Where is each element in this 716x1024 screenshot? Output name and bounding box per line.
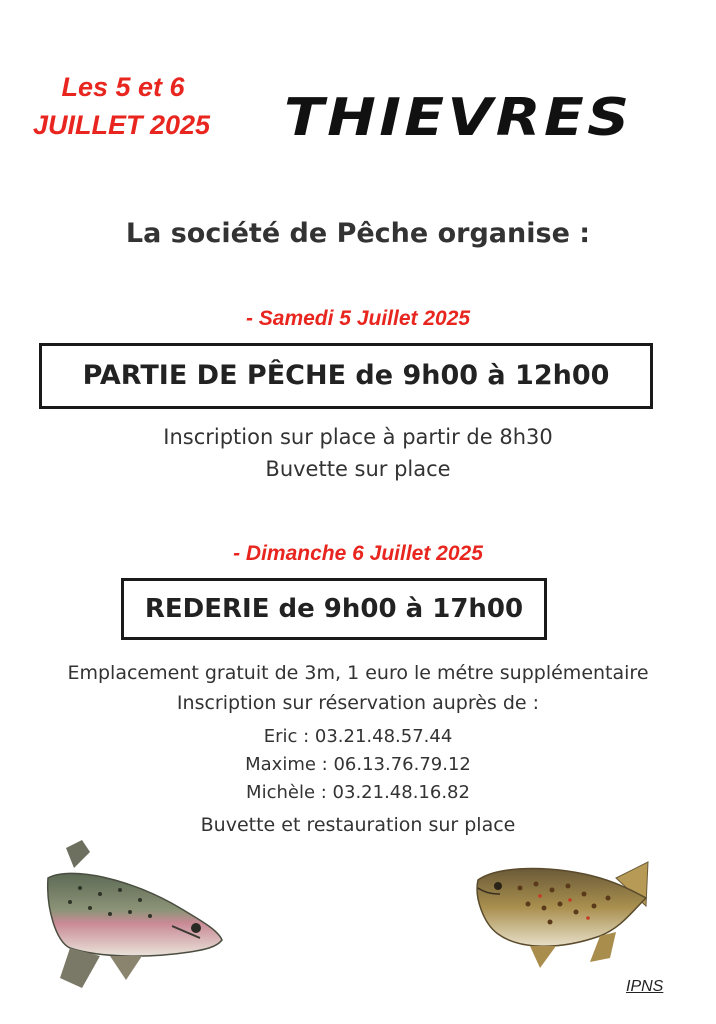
fishing-event-box: PARTIE DE PÊCHE de 9h00 à 12h00 <box>39 343 653 409</box>
date-line-1: Les 5 et 6 <box>61 72 185 102</box>
contact-eric: Eric : 03.21.48.57.44 <box>263 726 453 747</box>
town-title: THIEVRES <box>284 88 633 148</box>
date-line-2: JUILLET 2025 <box>32 110 211 140</box>
sunday-pricing-text: Emplacement gratuit de 3m, 1 euro le métre supplémentaire <box>67 662 649 684</box>
saturday-bar-text: Buvette sur place <box>265 457 451 481</box>
brown-trout-icon <box>470 858 660 978</box>
sunday-heading: - Dimanche 6 Juillet 2025 <box>233 542 483 565</box>
contact-michele: Michèle : 03.21.48.16.82 <box>246 782 470 803</box>
ipns-label: IPNS <box>626 978 664 995</box>
rederie-event-box: REDERIE de 9h00 à 17h00 <box>121 578 547 640</box>
saturday-registration-text: Inscription sur place à partir de 8h30 <box>163 425 553 449</box>
contact-maxime: Maxime : 06.13.76.79.12 <box>245 754 471 775</box>
saturday-heading: - Samedi 5 Juillet 2025 <box>245 307 471 330</box>
sunday-reservation-text: Inscription sur réservation auprès de : <box>176 692 540 714</box>
sunday-bar-text: Buvette et restauration sur place <box>200 814 516 836</box>
intro-heading: La société de Pêche organise : <box>125 218 591 249</box>
rainbow-trout-icon <box>30 838 230 998</box>
